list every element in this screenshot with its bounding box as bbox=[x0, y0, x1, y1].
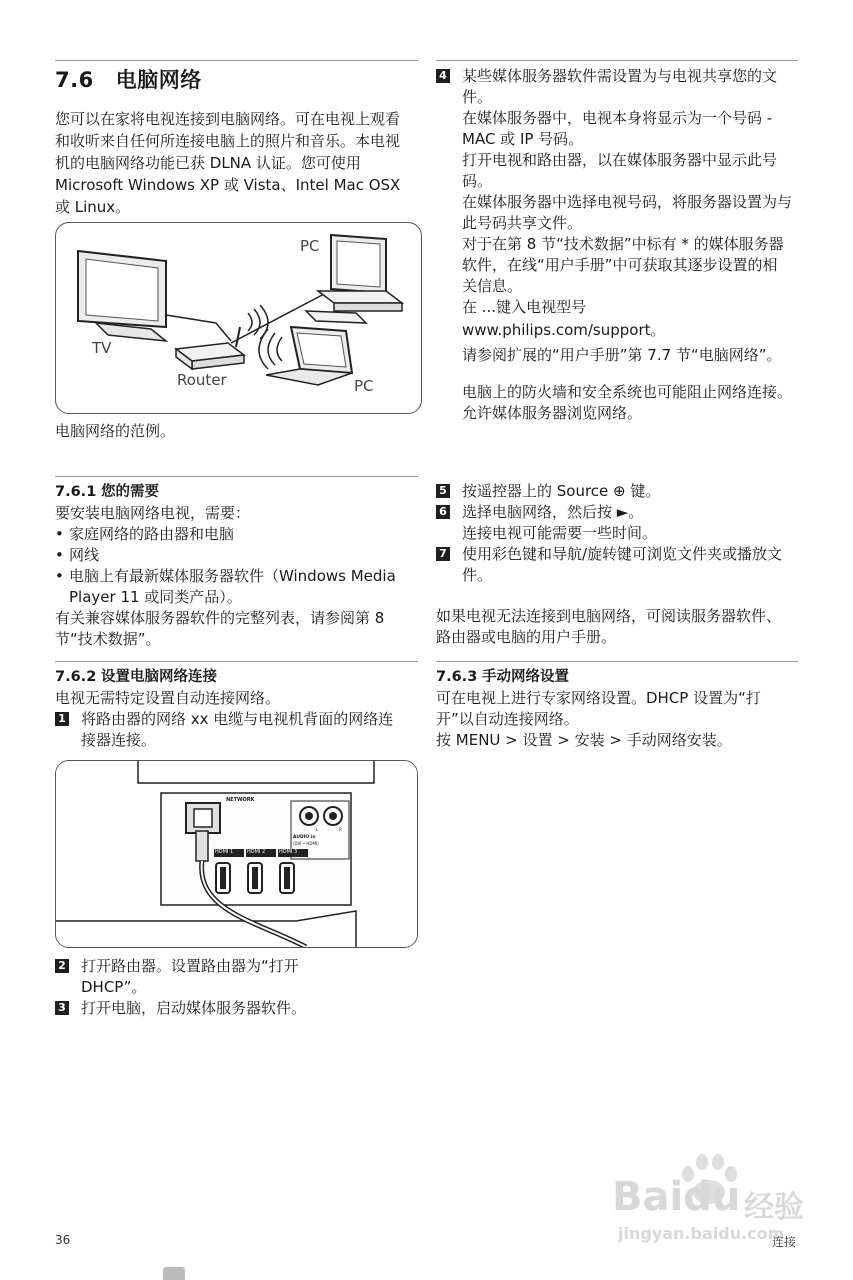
subsection-761-outro: 有关兼容媒体服务器软件的完整列表，请参阅第 8 节“技术数据”。 bbox=[55, 609, 385, 648]
chapter-name: 连接 bbox=[772, 1235, 797, 1249]
step-text: 打开电脑，启动媒体服务器软件。 bbox=[81, 999, 307, 1017]
network-diagram bbox=[55, 222, 422, 414]
intro-paragraph: 您可以在家将电视连接到电脑网络。可在电视上观看和收听来自任何所连接电脑上的照片和音乐。本电视机的电脑网络功能已获 DLNA 认证。您可使用 Microsoft Windows XP 或 Vista、Intel Mac OSX 或 Linux。 bbox=[55, 110, 401, 216]
step-number-badge: 2 bbox=[55, 959, 69, 973]
tv-icon bbox=[78, 251, 166, 341]
step-text: 按遥控器上的 Source ⊕ 键。 bbox=[462, 482, 661, 500]
page-tab-marker bbox=[163, 1267, 185, 1280]
page-number: 36 bbox=[55, 1233, 71, 1247]
step-3 bbox=[55, 998, 355, 1019]
subsection-761-lead: 要安装电脑网络电视，需要： bbox=[55, 504, 251, 522]
step-text: 将路由器的网络 xx 电缆与电视机背面的网络连接器连接。 bbox=[81, 710, 394, 749]
laptop-icon bbox=[259, 327, 352, 385]
subsection-761-heading bbox=[55, 482, 405, 503]
subsection-761 bbox=[55, 482, 405, 650]
label-tv: TV bbox=[92, 339, 112, 357]
section-title: 电脑网络 bbox=[115, 68, 202, 92]
step-4-block bbox=[436, 66, 792, 424]
step-number-badge: 1 bbox=[55, 712, 69, 726]
list-item: • 网线 bbox=[55, 546, 100, 564]
subsection-761-number: 7.6.1 bbox=[55, 484, 97, 500]
subsection-762-number: 7.6.2 bbox=[55, 669, 97, 685]
rule-763 bbox=[436, 661, 798, 662]
subsection-763-title: 手动网络设置 bbox=[482, 669, 569, 685]
rule-761 bbox=[55, 476, 418, 477]
step-text: 选择电脑网络，然后按 ►。 bbox=[462, 503, 644, 521]
subsection-762-heading bbox=[55, 667, 405, 688]
step-4-line: 在 ...键入电视型号 bbox=[462, 298, 587, 316]
step-number-badge: 6 bbox=[436, 505, 450, 519]
step-number-badge: 7 bbox=[436, 547, 450, 561]
router-icon bbox=[176, 305, 268, 369]
step-5 bbox=[436, 481, 792, 502]
watermark-cn: 经验 bbox=[744, 1190, 804, 1225]
tv-back-panel-figure bbox=[55, 760, 418, 948]
rule-762 bbox=[55, 661, 418, 662]
step-4-line: 在媒体服务器中，电视本身将显示为一个号码 - MAC 或 IP 号码。 bbox=[462, 109, 773, 148]
label-r: R bbox=[339, 827, 342, 832]
step-4-line: 某些媒体服务器软件需设置为与电视共享您的文件。 bbox=[462, 67, 778, 106]
subsection-761-title: 您的需要 bbox=[101, 484, 159, 500]
list-item-text: 电脑上有最新媒体服务器软件（Windows Media Player 11 或同类产品）。 bbox=[69, 567, 396, 606]
label-hdmi3: HDMI 3 bbox=[279, 849, 298, 855]
step-1 bbox=[55, 709, 405, 751]
step-4 bbox=[436, 66, 792, 424]
step-2 bbox=[55, 956, 355, 998]
troubleshoot-paragraph: 如果电视无法连接到电脑网络，可阅读服务器软件、路由器或电脑的用户手册。 bbox=[436, 607, 782, 646]
support-url: www.philips.com/support。 bbox=[462, 321, 666, 339]
label-hdmi2: HDMI 2 bbox=[247, 849, 266, 855]
section-heading bbox=[55, 64, 202, 94]
subsection-763-number: 7.6.3 bbox=[436, 669, 478, 685]
subsection-763 bbox=[436, 667, 776, 751]
label-network: NETWORK bbox=[226, 797, 255, 803]
step-text: 打开路由器。设置路由器为“打开 DHCP”。 bbox=[81, 957, 299, 996]
watermark-url: jingyan.baidu.com bbox=[618, 1224, 785, 1243]
tv-back-panel-drawing bbox=[56, 761, 417, 947]
steps-5-7 bbox=[436, 481, 792, 648]
list-item-text: 网线 bbox=[69, 546, 100, 564]
watermark-brand: Baidu bbox=[612, 1174, 741, 1220]
label-router: Router bbox=[177, 371, 227, 389]
top-rule-left bbox=[55, 60, 418, 61]
allow-note: 允许媒体服务器浏览网络。 bbox=[462, 404, 643, 422]
label-hdmi1: HDMI 1 bbox=[215, 849, 234, 855]
subsection-762 bbox=[55, 667, 405, 751]
list-item: • 电脑上有最新媒体服务器软件（Windows Media Player 11 或同类产品）。 bbox=[55, 567, 396, 606]
step-4-line: 对于在第 8 节“技术数据”中标有 * 的媒体服务器软件，在线“用户手册”中可获取其逐步设置的相关信息。 bbox=[462, 235, 784, 295]
desktop-pc-icon bbox=[306, 235, 402, 323]
subsection-763-heading bbox=[436, 667, 776, 688]
list-item: • 家庭网络的路由器和电脑 bbox=[55, 525, 235, 543]
subsection-763-text: 可在电视上进行专家网络设置。DHCP 设置为“打开”以自动连接网络。 bbox=[436, 689, 761, 728]
requirements-list bbox=[55, 524, 405, 608]
step-number-badge: 5 bbox=[436, 484, 450, 498]
step-4-line: 在媒体服务器中选择电视号码，将服务器设置为与此号码共享文件。 bbox=[462, 193, 793, 232]
step-4-line: 打开电视和路由器，以在媒体服务器中显示此号码。 bbox=[462, 151, 778, 190]
firewall-note: 电脑上的防火墙和安全系统也可能阻止网络连接。 bbox=[462, 383, 793, 401]
step-number-badge: 4 bbox=[436, 69, 450, 83]
top-rule-right bbox=[436, 60, 798, 61]
manual-reference: 请参阅扩展的“用户手册”第 7.7 节“电脑网络”。 bbox=[462, 346, 782, 364]
label-pc-top: PC bbox=[300, 237, 320, 255]
label-audio-sub: (DVI • HDMI) bbox=[293, 841, 319, 846]
subsection-762-title: 设置电脑网络连接 bbox=[101, 669, 217, 685]
step-6-sub: 连接电视可能需要一些时间。 bbox=[462, 524, 658, 542]
section-number: 7.6 bbox=[55, 68, 94, 92]
subsection-762-lead: 电视无需特定设置自动连接网络。 bbox=[55, 689, 281, 707]
step-text: 使用彩色键和导航/旋转键可浏览文件夹或播放文件。 bbox=[462, 545, 783, 584]
step-number-badge: 3 bbox=[55, 1001, 69, 1015]
steps-2-3 bbox=[55, 956, 355, 1019]
step-6 bbox=[436, 502, 792, 544]
label-audio: AUDIO in bbox=[293, 835, 316, 840]
step-7 bbox=[436, 544, 792, 586]
figure-caption: 电脑网络的范例。 bbox=[55, 422, 176, 440]
label-l: L bbox=[316, 827, 319, 832]
label-pc-bottom: PC bbox=[354, 377, 374, 395]
hdmi-ports bbox=[216, 863, 294, 893]
subsection-763-menu-path: 按 MENU > 设置 > 安装 > 手动网络安装。 bbox=[436, 731, 732, 749]
list-item-text: 家庭网络的路由器和电脑 bbox=[69, 525, 235, 543]
